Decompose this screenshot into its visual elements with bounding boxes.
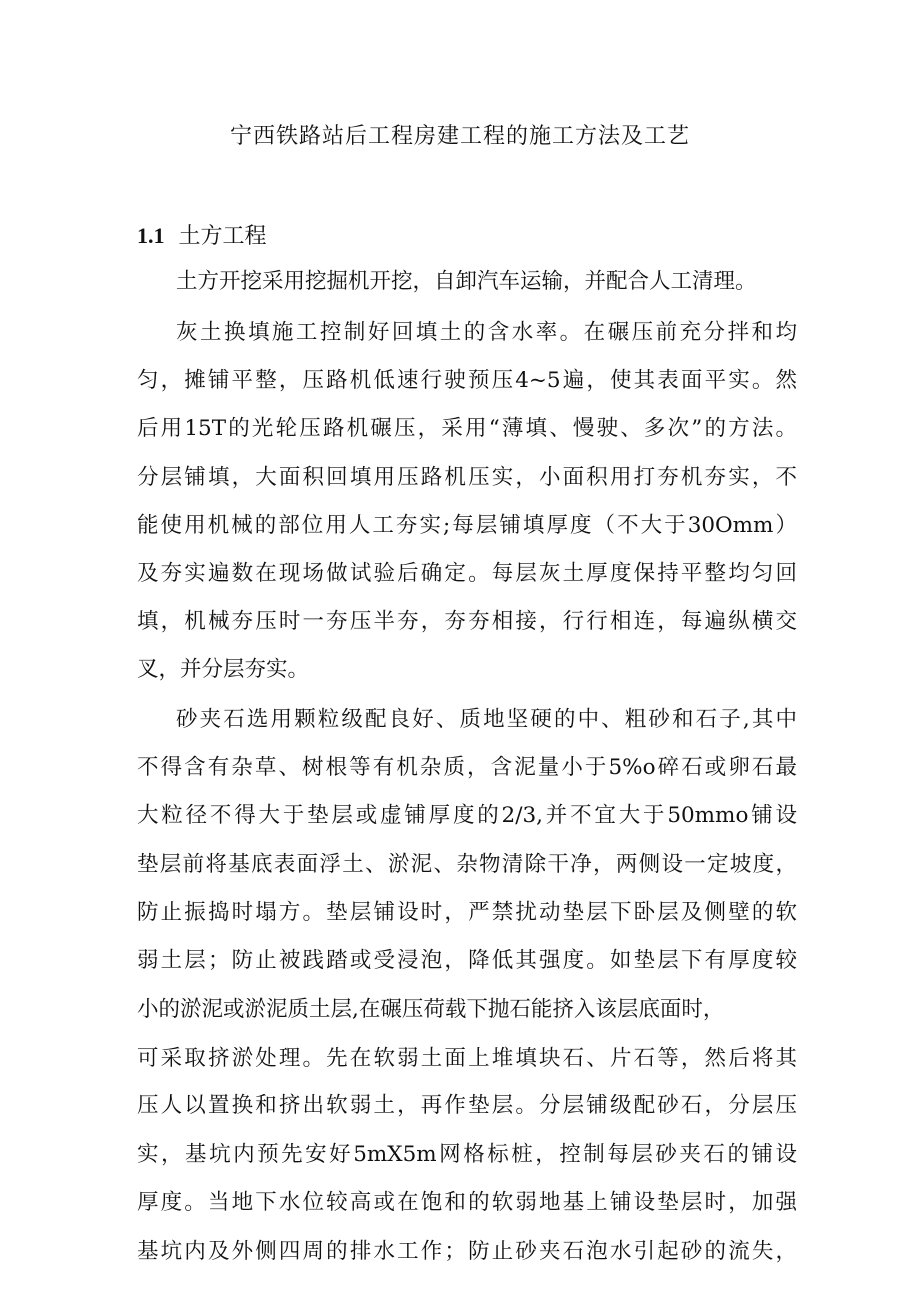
paragraph-line: 能使用机械的部位用人工夯实;每层铺填厚度（不大于30Omm） [137, 513, 797, 538]
paragraph-line: 实，基坑内预先安好5mX5m网格标桩，控制每层砂夹石的铺设 [137, 1142, 797, 1167]
paragraph-line: 垫层前将基底表面浮土、淤泥、杂物清除干净，两侧设一定坡度， [137, 852, 797, 877]
paragraph-line: 及夯实遍数在现场做试验后确定。每层灰土厚度保持平整均匀回 [137, 561, 797, 586]
paragraph-line: 厚度。当地下水位较高或在饱和的软弱地基上铺设垫层时，加强 [137, 1190, 797, 1215]
section-heading [137, 220, 267, 253]
paragraph-line: 砂夹石选用颗粒级配良好、质地坚硬的中、粗砂和石子,其中 [176, 707, 797, 732]
paragraph-line: 可采取挤淤处理。先在软弱土面上堆填块石、片石等，然后将其 [137, 1046, 797, 1071]
section-title: 土方工程 [178, 224, 267, 249]
paragraph-line: 叉，并分层夯实。 [137, 657, 310, 682]
paragraph-line: 填，机械夯压时一夯压半夯，夯夯相接，行行相连，每遍纵横交 [137, 609, 797, 634]
paragraph-line: 土方开挖采用挖掘机开挖，自卸汽车运输，并配合人工清理。 [176, 269, 757, 294]
paragraph-line: 不得含有杂草、树根等有机杂质，含泥量小于5%o碎石或卵石最 [137, 755, 797, 780]
paragraph-line: 小的淤泥或淤泥质土层,在碾压荷载下抛石能挤入该层底面时， [137, 997, 725, 1022]
paragraph-line: 防止振捣时塌方。垫层铺设时，严禁扰动垫层下卧层及侧壁的软 [137, 900, 797, 925]
document-title: 宁西铁路站后工程房建工程的施工方法及工艺 [229, 124, 690, 149]
paragraph-line: 分层铺填，大面积回填用压路机压实，小面积用打夯机夯实，不 [137, 465, 797, 490]
paragraph-line: 大粒径不得大于垫层或虚铺厚度的2/3,并不宜大于50mmo铺设 [137, 803, 797, 828]
section-number: 1.1 [137, 223, 165, 248]
paragraph-line: 基坑内及外侧四周的排水工作；防止砂夹石泡水引起砂的流失， [137, 1239, 797, 1264]
paragraph-line: 后用15T的光轮压路机碾压，采用“薄填、慢驶、多次”的方法。 [137, 416, 797, 441]
paragraph-line: 弱土层；防止被践踏或受浸泡，降低其强度。如垫层下有厚度较 [137, 948, 797, 973]
paragraph-line: 压人以置换和挤出软弱土，再作垫层。分层铺级配砂石，分层压 [137, 1093, 797, 1118]
paragraph-line: 灰土换填施工控制好回填土的含水率。在碾压前充分拌和均 [176, 320, 797, 345]
paragraph-line: 匀，摊铺平整，压路机低速行驶预压4~5遍，使其表面平实。然 [137, 368, 797, 393]
